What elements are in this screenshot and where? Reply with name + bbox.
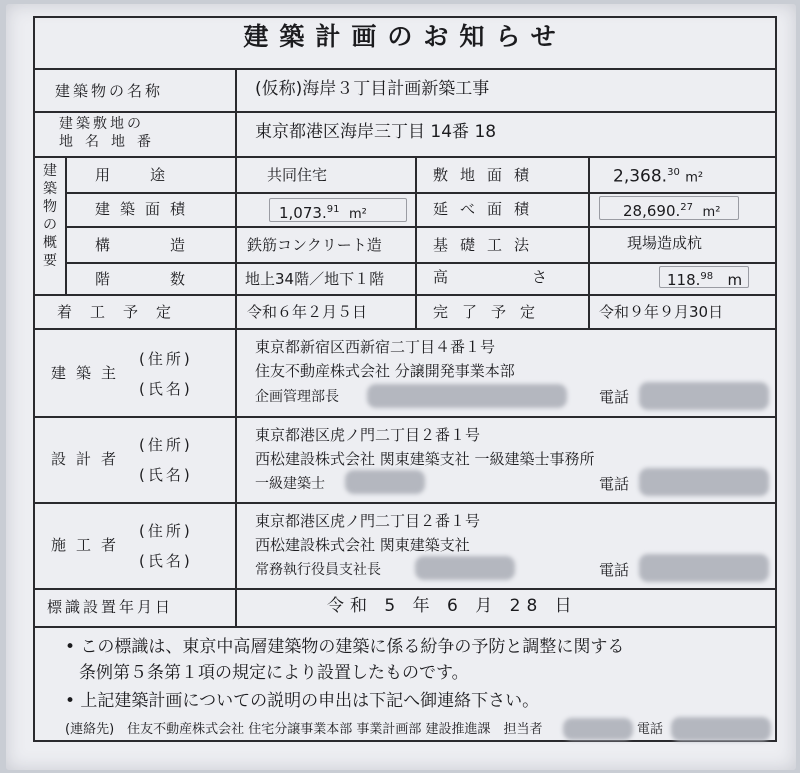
divider [65,226,775,228]
site-area-label: 敷地面積 [433,166,542,184]
builder-phone-label: 電話 [599,561,630,579]
divider [35,588,775,590]
divider [415,156,417,328]
posted-label: 標識設置年月日 [47,598,174,616]
start-label: 着工予定 [57,303,190,321]
divider [35,68,775,70]
notice-frame [33,16,777,742]
foundation-value: 現場造成杭 [627,234,703,252]
owner-company: 住友不動産株式会社 分譲開発事業本部 [255,362,515,380]
divider [65,192,775,194]
floor-area-value: 28,690.27 m² [623,202,721,220]
divider [35,294,775,296]
divider [65,156,67,294]
builder-address: 東京都港区虎ノ門二丁目２番１号 [255,512,481,530]
divider [35,416,775,418]
builder-company: 西松建設株式会社 関東建築支社 [255,536,470,554]
note-line-2: 条例第５条第１項の規定により設置したものです。 [79,663,469,683]
designer-address: 東京都港区虎ノ門二丁目２番１号 [255,426,481,444]
building-area-label: 建築面積 [95,200,196,218]
builder-role: 施工者 [51,536,127,554]
building-name-label: 建築物の名称 [55,82,164,100]
notice-board [6,4,796,770]
divider [65,262,775,264]
site-address: 東京都港区海岸三丁目 14番 18 [255,122,497,142]
floor-area-label: 延べ面積 [433,200,542,218]
structure-value: 鉄筋コンクリート造 [247,236,382,254]
owner-phone-label: 電話 [599,388,630,406]
divider [35,502,775,504]
floors-label: 階数 [95,270,246,288]
structure-label: 構造 [95,236,246,254]
builder-name-label: (氏名) [139,552,193,570]
redacted-phone [639,554,769,582]
owner-role: 建築主 [51,364,127,382]
redacted-phone [639,382,769,410]
designer-phone-label: 電話 [599,475,630,493]
height-label: 高さ [433,268,632,286]
redacted-name [563,718,633,740]
redacted-name [415,556,515,580]
owner-name-label: (氏名) [139,380,193,398]
site-area-value: 2,368.30 m² [613,166,704,187]
divider [35,626,775,628]
end-label: 完了予定 [433,303,550,321]
note-line-1: • この標識は、東京中高層建築物の建築に係る紛争の予防と調整に関する [65,637,625,657]
designer-name-label: (氏名) [139,466,193,484]
foundation-label: 基礎工法 [433,236,542,254]
site-label-1: 建築敷地の [59,116,144,132]
divider [35,156,775,158]
owner-address: 東京都新宿区西新宿二丁目４番１号 [255,338,496,356]
designer-role: 設計者 [51,450,127,468]
building-name: (仮称)海岸３丁目計画新築工事 [255,79,490,99]
designer-company: 西松建設株式会社 関東建築支社 一級建築士事務所 [255,450,595,468]
redacted-phone [671,717,771,741]
note-line-3: • 上記建築計画についての説明の申出は下記へ御連絡下さい。 [65,691,540,711]
designer-person-title: 一級建築士 [255,476,325,492]
page-title: 建築計画のお知らせ [243,22,567,51]
owner-address-label: (住所) [139,350,193,368]
divider [588,156,590,328]
use-value: 共同住宅 [267,166,328,184]
contact-line: (連絡先) 住友不動産株式会社 住宅分譲事業本部 事業計画部 建設推進課 担当者 [65,722,543,737]
contact-phone-label: 電話 [637,722,664,737]
outline-side-label: 建築物の概要 [43,163,57,269]
end-date: 令和９年９月30日 [599,303,724,321]
redacted-name [367,384,567,408]
floors-value: 地上34階／地下１階 [245,270,385,288]
height-value: 118.98 m [667,271,743,289]
posted-date: 令和 5 年 6 月 28 日 [327,596,578,616]
divider [235,68,237,626]
building-area-value: 1,073.91 m² [279,204,367,222]
site-label-2: 地名地番 [59,134,163,150]
divider [35,111,775,113]
start-date: 令和６年２月５日 [247,303,368,321]
designer-address-label: (住所) [139,436,193,454]
divider [35,328,775,330]
owner-person-title: 企画管理部長 [255,389,339,405]
redacted-name [345,470,425,494]
redacted-phone [639,468,769,496]
builder-person-title: 常務執行役員支社長 [255,562,381,578]
builder-address-label: (住所) [139,522,193,540]
use-label: 用途 [95,166,206,184]
